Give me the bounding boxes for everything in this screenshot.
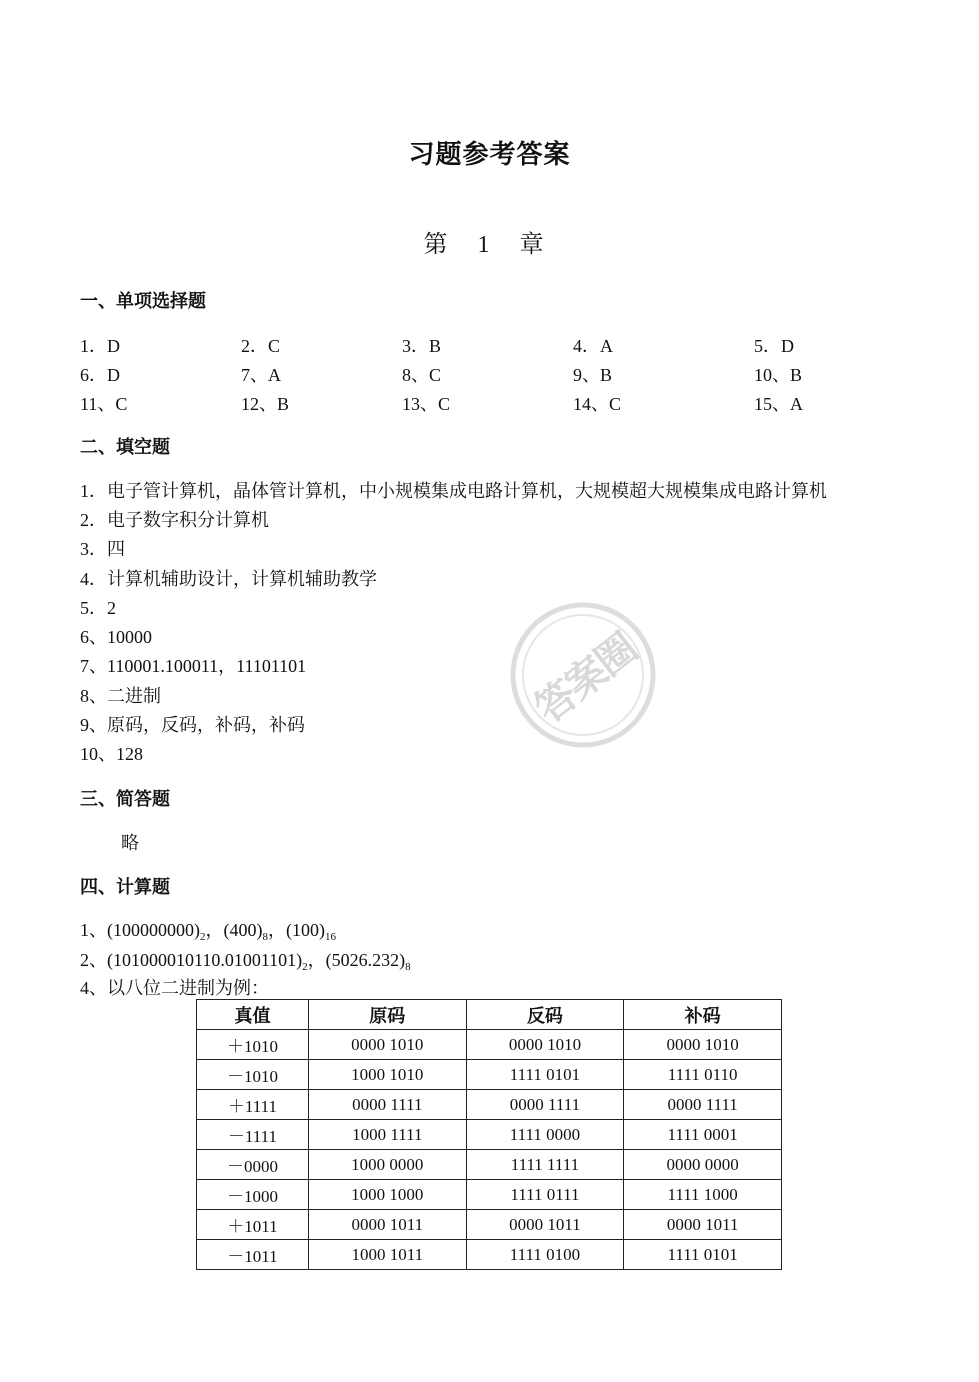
- answer-item: 15、A: [754, 394, 803, 414]
- table-cell: 0000 1010: [466, 1030, 624, 1060]
- answer-line: 6、10000: [80, 627, 152, 647]
- watermark-seal: [478, 570, 689, 781]
- answer-line: 2．电子数字积分计算机: [80, 510, 269, 530]
- column-header: 反码: [466, 1000, 624, 1030]
- table-row: [197, 1120, 782, 1150]
- table-cell: ＋1010: [197, 1030, 309, 1060]
- table-cell: －1000: [197, 1180, 309, 1210]
- table-cell: 0000 1010: [624, 1030, 782, 1060]
- table-cell: 1111 1000: [624, 1180, 782, 1210]
- table-row: [197, 1210, 782, 1240]
- table-cell: 0000 1011: [466, 1210, 624, 1240]
- answer-item: 1．D: [80, 336, 120, 356]
- calc-answer-4: 4、以八位二进制为例：: [80, 978, 269, 998]
- table-cell: 1111 0111: [466, 1180, 624, 1210]
- answer-item: 13、C: [402, 394, 451, 414]
- page-title: 习题参考答案: [408, 140, 571, 169]
- column-header: 真值: [197, 1000, 309, 1030]
- answer-item: 10、B: [754, 365, 803, 385]
- table-cell: 1000 1011: [308, 1240, 466, 1270]
- table-cell: 1111 0101: [624, 1240, 782, 1270]
- answer-item: 11、C: [80, 394, 128, 414]
- table-cell: 1000 1000: [308, 1180, 466, 1210]
- table-row: [197, 1150, 782, 1180]
- column-header: 补码: [624, 1000, 782, 1030]
- section-heading-calculation: 四、计算题: [80, 877, 170, 897]
- table-cell: 1000 1111: [308, 1120, 466, 1150]
- table-cell: ＋1011: [197, 1210, 309, 1240]
- calc-answer-1: 1、$(100000000)_2$，$(400)_8$，$(100)_{16}$: [80, 920, 336, 943]
- binary-code-table: [196, 999, 782, 1270]
- section-heading-fill-blank: 二、填空题: [80, 437, 170, 457]
- answer-line: 7、110001.100011，11101101: [80, 656, 307, 676]
- table-cell: －1111: [197, 1120, 309, 1150]
- answer-item: 12、B: [241, 394, 290, 414]
- answer-line: 1．电子管计算机，晶体管计算机，中小规模集成电路计算机，大规模超大规模集成电路计算机: [80, 481, 827, 501]
- table-cell: 0000 1010: [308, 1030, 466, 1060]
- table-row: [197, 1240, 782, 1270]
- chapter-heading: 第 1 章: [423, 232, 556, 258]
- table-cell: －0000: [197, 1150, 309, 1180]
- answer-item: 8、C: [402, 365, 442, 385]
- answer-item: 3．B: [402, 336, 442, 356]
- watermark-text: 答案圈: [527, 625, 646, 733]
- table-cell: 1000 1010: [308, 1060, 466, 1090]
- table-row: [197, 1180, 782, 1210]
- answer-line: 5．2: [80, 598, 116, 618]
- table-row: [197, 1060, 782, 1090]
- table-cell: 1111 0110: [624, 1060, 782, 1090]
- answer-line: 10、128: [80, 744, 143, 764]
- calc-answer-2: 2、$(101000010110.01001101)_2$，$(5026.232)_8$: [80, 950, 411, 973]
- table-cell: 0000 0000: [624, 1150, 782, 1180]
- answer-item: 7、A: [241, 365, 281, 385]
- section-heading-single-choice: 一、单项选择题: [80, 291, 206, 311]
- table-cell: 1000 0000: [308, 1150, 466, 1180]
- table-cell: －1011: [197, 1240, 309, 1270]
- table-cell: 0000 1011: [624, 1210, 782, 1240]
- answer-line: 8、二进制: [80, 686, 161, 706]
- answer-item: 6．D: [80, 365, 120, 385]
- table-cell: 1111 1111: [466, 1150, 624, 1180]
- answer-line: 4．计算机辅助设计，计算机辅助教学: [80, 569, 377, 589]
- table-cell: 0000 1111: [624, 1090, 782, 1120]
- answer-line: 3．四: [80, 539, 125, 559]
- section-heading-short-answer: 三、简答题: [80, 789, 170, 809]
- table-cell: 0000 1011: [308, 1210, 466, 1240]
- table-cell: 0000 1111: [466, 1090, 624, 1120]
- short-answer-text: 略: [121, 833, 139, 853]
- table-row: [197, 1090, 782, 1120]
- table-cell: －1010: [197, 1060, 309, 1090]
- answer-item: 9、B: [573, 365, 613, 385]
- table-cell: 1111 0101: [466, 1060, 624, 1090]
- table-row: [197, 1030, 782, 1060]
- column-header: 原码: [308, 1000, 466, 1030]
- table-cell: 0000 1111: [308, 1090, 466, 1120]
- table-header-row: [197, 1000, 782, 1030]
- answer-item: 2．C: [241, 336, 281, 356]
- answer-line: 9、原码，反码，补码，补码: [80, 715, 305, 735]
- table-cell: 1111 0001: [624, 1120, 782, 1150]
- table-cell: 1111 0100: [466, 1240, 624, 1270]
- table-cell: ＋1111: [197, 1090, 309, 1120]
- table-cell: 1111 0000: [466, 1120, 624, 1150]
- answer-item: 5．D: [754, 336, 794, 356]
- answer-item: 14、C: [573, 394, 622, 414]
- answer-item: 4．A: [573, 336, 613, 356]
